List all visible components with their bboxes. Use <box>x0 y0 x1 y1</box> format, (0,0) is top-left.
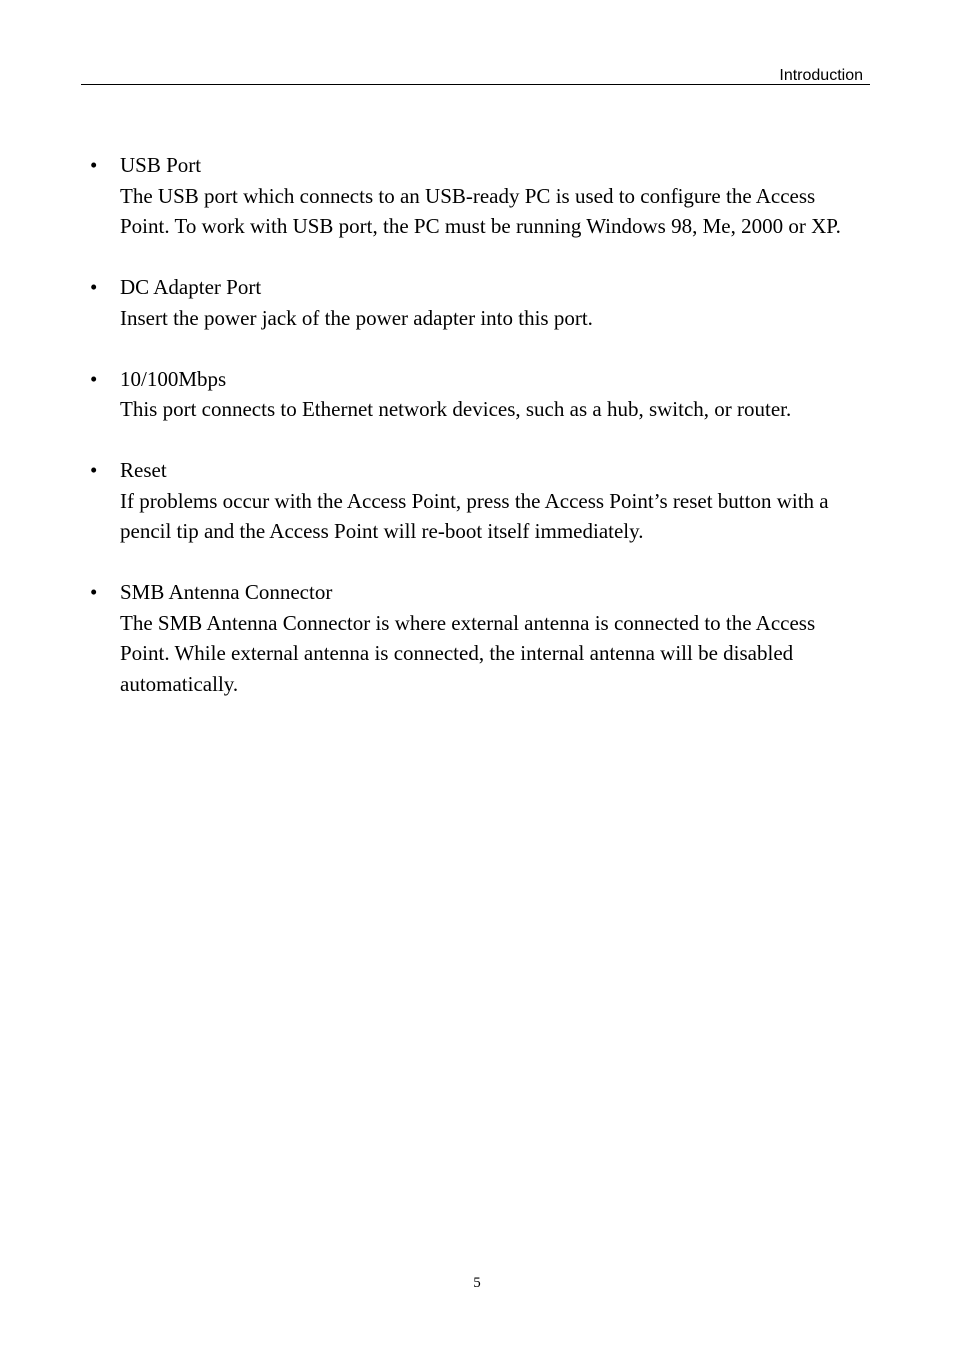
item-description: The USB port which connects to an USB-ready PC is used to configure the Access Point. To work with USB port, the PC must be running Windows 98, Me, 2000 or XP. <box>120 183 841 238</box>
item-title: 10/100Mbps <box>120 366 227 391</box>
page-number: 5 <box>473 1275 481 1291</box>
bullet-icon: • <box>90 366 98 391</box>
list-item <box>88 455 868 547</box>
item-title: DC Adapter Port <box>120 275 262 299</box>
item-description: Insert the power jack of the power adapter into this port. <box>120 305 593 330</box>
bullet-icon: • <box>90 153 98 177</box>
item-title: Reset <box>120 458 167 482</box>
bullet-icon: • <box>90 458 98 482</box>
list-item <box>88 364 868 425</box>
list-item <box>88 150 868 242</box>
page-header <box>81 66 870 85</box>
item-description: This port connects to Ethernet network devices, such as a hub, switch, or router. <box>120 397 792 421</box>
list-item <box>88 272 868 333</box>
header-title: Introduction <box>779 67 863 84</box>
item-description: The SMB Antenna Connector is where external antenna is connected to the Access Point. While external antenna is connected, the internal antenna will be disabled automatically. <box>120 610 816 696</box>
list-item <box>88 577 868 699</box>
bullet-list <box>88 150 868 730</box>
item-title: SMB Antenna Connector <box>120 580 333 604</box>
item-description: If problems occur with the Access Point, press the Access Point’s reset button with a pencil tip and the Access Point will re-boot itself immediately. <box>120 488 829 543</box>
bullet-icon: • <box>90 275 98 299</box>
bullet-icon: • <box>90 580 98 604</box>
item-title: USB Port <box>120 153 202 177</box>
